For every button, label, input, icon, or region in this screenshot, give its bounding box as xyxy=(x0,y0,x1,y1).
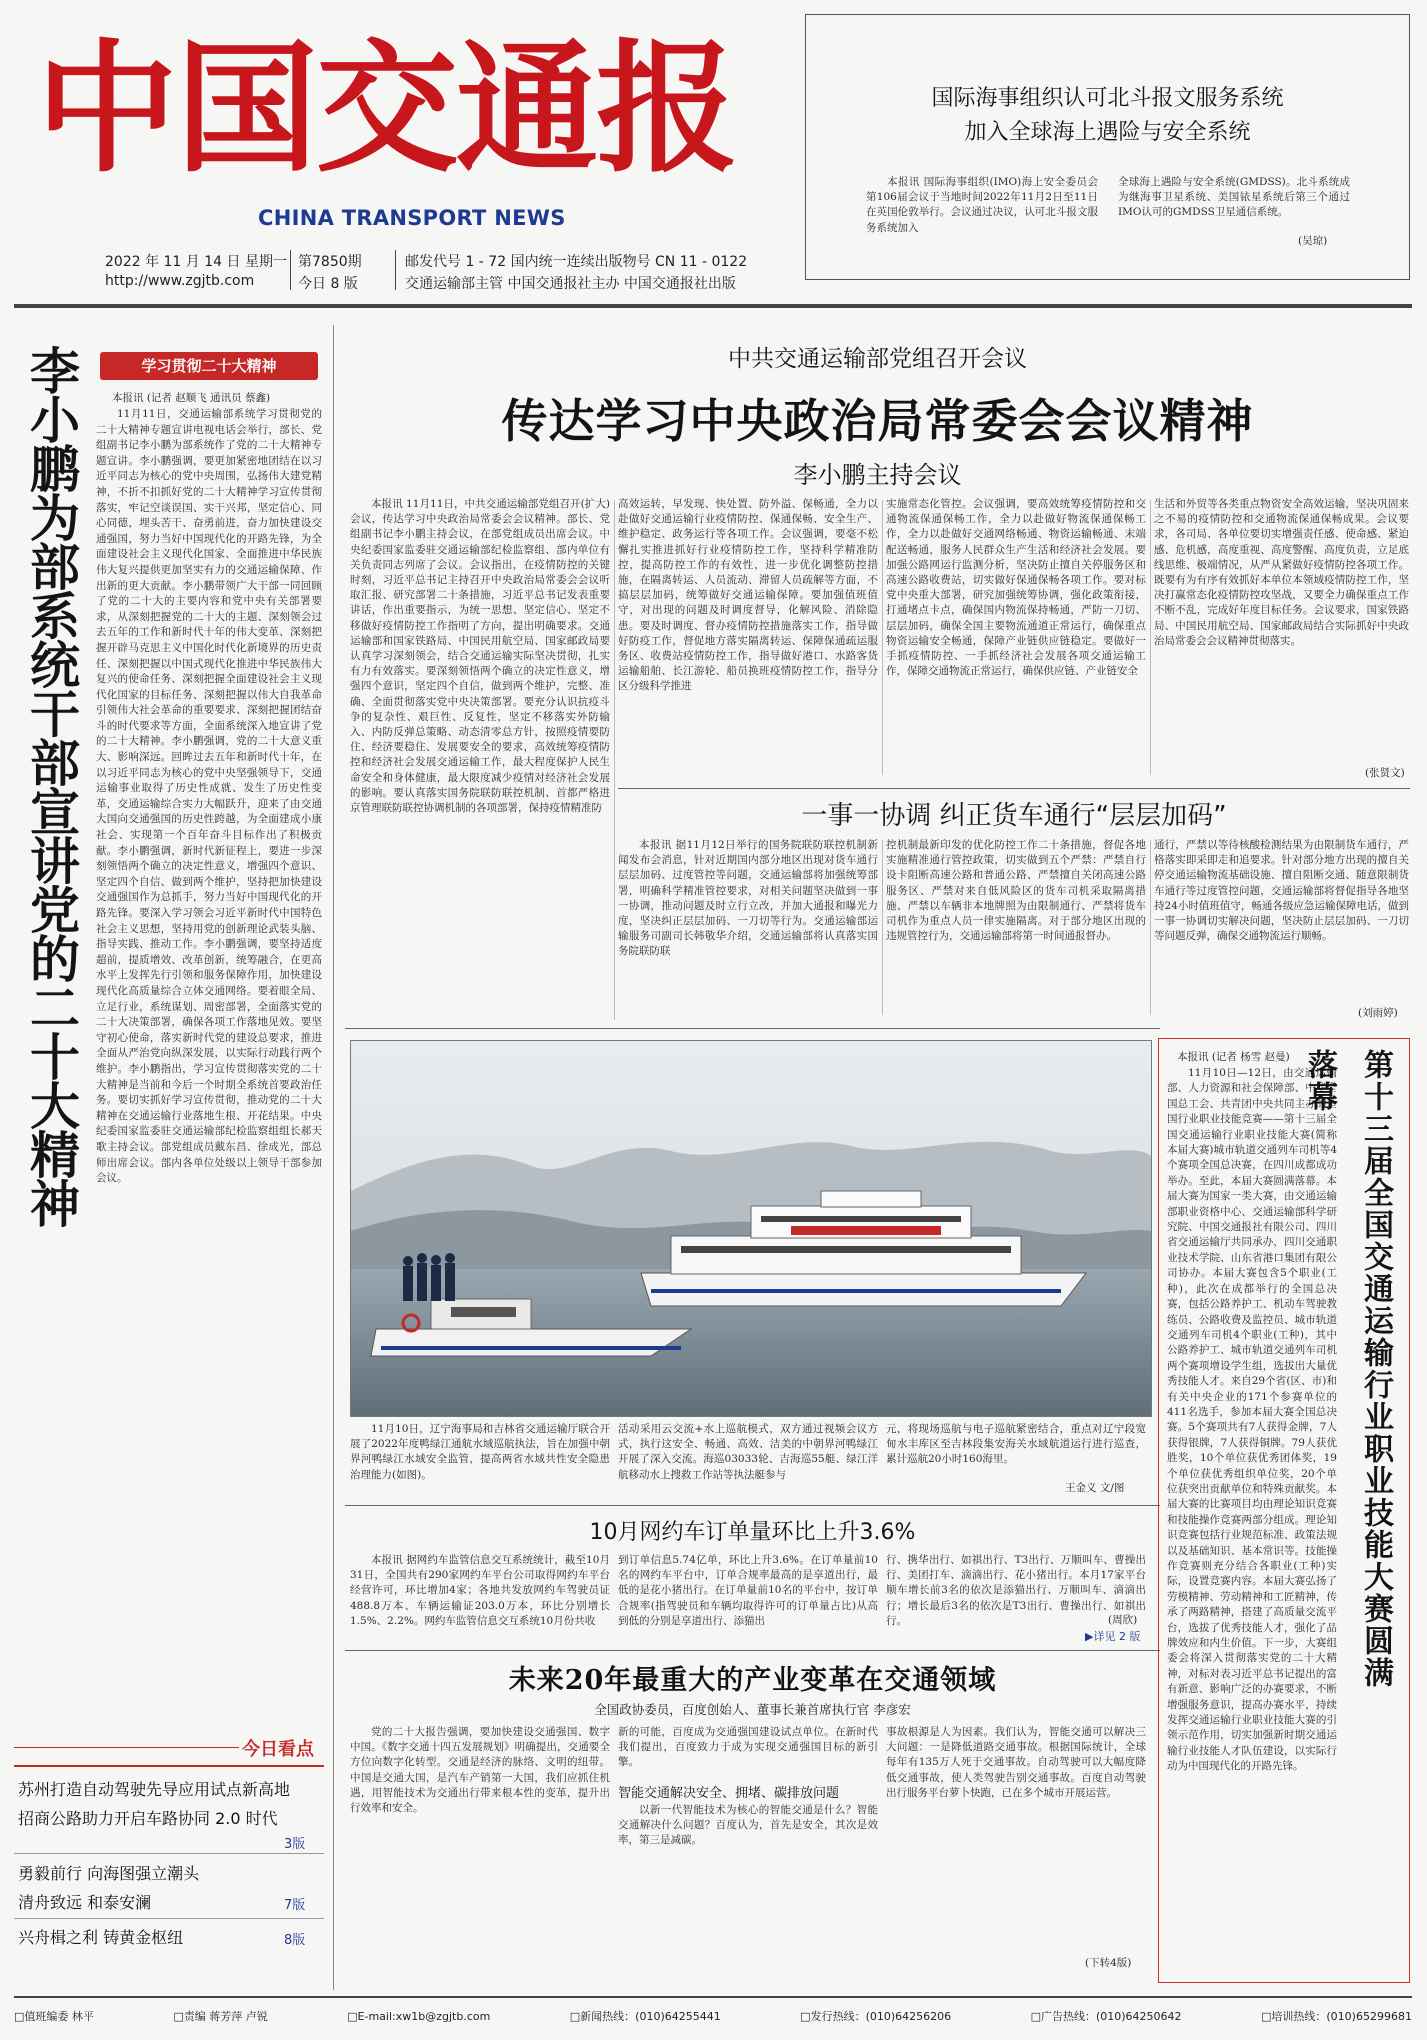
top-box-body-left: 本报讯 国际海事组织(IMO)海上安全委员会第106届会议于当地时间2022年11月2日至11日在英国伦敦举行。会议通过决议，认可北斗报文服务系统加入 xyxy=(866,176,1098,234)
left-byline: 本报讯 (记者 赵顺飞 通讯员 蔡鑫) xyxy=(112,392,271,404)
footer-bar xyxy=(14,2004,1412,2028)
commentary-subheading: 智能交通解决安全、拥堵、碳排放问题 xyxy=(618,1786,840,1801)
ridehailing-col-2: 到订单信息5.74亿单，环比上升3.6%。在订单量前10名的网约车平台中，订单合规率最高的是享道出行，最低的是花小猪出行。在订单量前10名的平台中，按订单合规率(指驾驶员和车辆均取得许可的订单量占比)从高到低的分别是享道出行、添猫出 xyxy=(618,1554,878,1627)
highlight-item-5[interactable]: 兴舟楫之利 铸黄金枢纽 xyxy=(18,1928,184,1947)
second-col-rule-1 xyxy=(882,840,883,1015)
lead-col-rule-1 xyxy=(614,500,615,1020)
lead-col-rule-3 xyxy=(1150,500,1151,775)
masthead-rule xyxy=(14,304,1412,308)
masthead-subtitle: CHINA TRANSPORT NEWS xyxy=(258,206,566,230)
highlights-title-rule xyxy=(14,1747,239,1748)
news-photo xyxy=(350,1040,1152,1417)
photo-caption-col-2: 活动采用云交流+水上巡航模式，双方通过视频会议方式，执行这安全、畅通、高效、洁美的中朝界河鸭绿江开展了深入交流。海巡03033轮、吉海巡55艇、绿江洋航移动水上搜救工作站等执法艇参与 xyxy=(618,1423,878,1481)
publisher-info: 交通运输部主管 中国交通报社主办 中国交通报社出版 xyxy=(405,276,736,292)
right-byline: 本报讯 (记者 杨雪 赵曼) xyxy=(1177,1051,1290,1063)
commentary-col-1: 党的二十大报告强调，要加快建设交通强国、数字中国。《数字交通十四五发展规划》明确提出，交通要全方位向数字化转型。交通是经济的脉络、文明的纽带。中国是交通大国，是汽车产销第一大国，我们应抓住机遇，用智能技术为交通出行带来根本性的变革，提升出行效率和安全。 xyxy=(350,1726,610,1815)
left-col-divider xyxy=(333,325,334,1990)
top-box-body-right: 全球海上遇险与安全系统(GMDSS)。北斗系统成为继海事卫星系统、美国铱星系统后第三个通过IMO认可的GMDSS卫星通信系统。 xyxy=(1118,176,1350,219)
top-news-box xyxy=(805,14,1410,280)
footer-editors: □责编 蒋芳萍 卢锐 xyxy=(173,2010,268,2023)
highlights-title-bar xyxy=(14,1765,324,1767)
top-box-headline-2: 加入全球海上遇险与安全系统 xyxy=(964,120,1251,145)
ridehailing-author: (周欣) xyxy=(1108,1614,1138,1626)
top-box-author: (吴琼) xyxy=(1298,235,1328,247)
lead-kicker: 中共交通运输部党组召开会议 xyxy=(728,346,1027,372)
commentary-continued: (下转4版) xyxy=(1085,1957,1132,1969)
highlight-item-2[interactable]: 招商公路助力开启车路协同 2.0 时代 xyxy=(18,1809,278,1828)
masthead-divider-1 xyxy=(290,250,291,290)
lead-col-4: 生活和外贸等各类重点物资安全高效运输，坚决巩固来之不易的疫情防控和交通物流保通保畅成果。会议要求，各司局、各单位要切实增强责任感、使命感、紧迫感、危机感，高度重视、高度警醒、高度负责，立足底线思维、极端情况，从严从紧做好疫情防控各项工作。既要有为有序有效抓好本单位本领域疫情防控工作，坚决打赢常态化疫情防控攻坚战，又要全力确保重点工作不断不乱，完成好年度目标任务。会议要求，国家铁路局、中国民用航空局、国家邮政局结合实际抓好中央政治局常委会会议精神贯彻落实。 xyxy=(1154,498,1409,647)
lead-col-1: 本报讯 11月11日，中共交通运输部党组召开(扩大)会议，传达学习中央政治局常委会会议精神。部长、党组副书记李小鹏主持会议，在部党组成员出席会议。中央纪委国家监委驻交通运输部纪检监察组、部内单位有关负责同志列席了会议。会议指出，在疫情防控的关键时刻，习近平总书记主持召开中央政治局常委会会议听取汇报、研究部署二十条措施，习近平总书记发表重要讲话，作出重要指示，为统一思想、坚定信心、坚定不移做好疫情防控工作指明了方向，提出明确要求。交通运输部和国家铁路局、中国民用航空局、国家邮政局要认真学习深刻领会，结合交通运输实际坚决贯彻，扎实有力有效落实。要深刻领悟两个确立的决定性意义，增强四个意识，坚定四个自信，做到两个维护，完整、准确、全面贯彻落实党中央决策部署。要充分认识抗疫斗争的复杂性、艰巨性、反复性，坚定不移落实外防输入、内防反弹总策略、动态清零总方针，按照疫情要防住、经济要稳住、发展要安全的要求，高效统筹疫情防控和经济社会发展交通运输工作，最大程度保护人民生命安全和身体健康，最大限度减少疫情对经济社会发展的影响。要认真落实国务院联防联控机制、首都严格进京管理联防联控协调机制的各项部署，保持疫情精准防 xyxy=(350,498,610,815)
right-article-body: 11月10日—12日，由交通运输部、人力资源和社会保障部、中华全国总工会、共青团中央共同主办的全国行业职业技能竞赛——第十三届全国交通运输行业职业技能大赛(简称本届大赛)城市轨道交通列车司机等4个赛项全国总决赛，在四川成都成功举办。至此，本届大赛圆满落幕。本届大赛为国家一类大赛，由交通运输部职业资格中心、交通运输部科学研究院、中国交通报社有限公司、四川省交通运输厅共同承办，四川交通职业技术学院、山东省港口集团有限公司协办。本届大赛包含5个职业(工种)，此次在成都举行的全国总决赛，包括公路养护工、机动车驾驶教练员、公路收费及监控员、城市轨道交通列车司机4个职业(工种)，其中公路养护工、城市轨道交通列车司机两个赛项增设学生组，选拔出大量优秀技能人才。来自29个省(区、市)和有关中央企业的171个参赛单位的411名选手，参加本届大赛全国总决赛。5个赛项共有7人获得金牌，7人获得银牌，7人获得铜牌。79人获优胜奖，10个单位获优秀团体奖，19个单位获优秀组织单位奖，20个单位获突出贡献单位和特殊贡献奖。本届大赛的比赛项目均由理论知识竞赛和技能操作竞赛两部分组成。理论知识竞赛包括行业规范标准、政策法规以及基础知识、基本常识等。技能操作竞赛则充分结合各职业(工种)实际，设置竞赛内容。本届大赛弘扬了劳模精神、劳动精神和工匠精神，传承了两路精神，搭建了高质量交流平台，选拔了优秀技能人才，强化了品牌效应和内生价值。下一步，大赛组委会将深入贯彻落实党的二十大精神，对标对表习近平总书记提出的富有新意、影响广泛的办赛要求，不断增强服务意识，提高办赛水平，持续发挥交通运输行业职业技能大赛的引领示范作用，切实加强新时期交通运输行业技能人才队伍建设，以实际行动为中国现代化的开路先锋。 xyxy=(1167,1067,1337,1773)
website-url[interactable]: http://www.zgjtb.com xyxy=(105,273,255,289)
commentary-author: 全国政协委员，百度创始人、董事长兼首席执行官 李彦宏 xyxy=(594,1702,911,1717)
commentary-headline: 未来20年最重大的产业变革在交通领域 xyxy=(508,1665,997,1696)
lead-col-2: 高效运转，早发现、快处置、防外溢、保畅通，全力以赴做好交通运输行业疫情防控、保通保畅、安全生产、维护稳定、政务运行等各项工作。会议强调，要毫不松懈扎实推进抓好行业疫情防控工作，坚持科学精准防控，提高防控工作的有效性，进一步优化调整防控措施，在隔离转运、人员流动、滞留人员疏解等方面，不搞层层加码，统筹做好交通运输保障。要加强值班值守，对出现的问题及时调度督导，化解风险、消除隐患。要及时调度、督办疫情防控措施落实工作，指导做好防疫工作，督促地方落实隔离转运、保障保通疏运服务区、收费站疫情防控工作，指导做好港口、水路客货运输船舶、长江游轮、船员换班疫情防控工作，指导分区分级科学推进 xyxy=(618,498,878,693)
highlights-title: 今日看点 xyxy=(242,1739,314,1760)
photo-bottom-rule xyxy=(345,1505,1160,1506)
masthead-divider-2 xyxy=(395,250,396,290)
left-vertical-headline: 李小鹏为部系统干部宣讲党的二十大精神 xyxy=(22,345,80,1227)
ridehailing-more-link[interactable]: ▶详见 2 版 xyxy=(1085,1630,1141,1643)
right-vertical-headline: 第十三届全国交通运输行业职业技能大赛圆满落幕 xyxy=(1302,1049,1393,1689)
ridehailing-bottom-rule xyxy=(345,1650,1160,1651)
highlight-item-4[interactable]: 清舟致远 和泰安澜 xyxy=(18,1893,152,1912)
second-col-2: 控机制最新印发的优化防控工作二十条措施，督促各地实施精准通行管控政策，切实做到五个严禁：严禁自行设卡阻断高速公路和普通公路、严禁擅自关闭高速公路服务区、严禁对来自低风险区的货车司机采取隔离措施、严禁以车辆非本地牌照为由限制通行、严禁将货车司机作为重点人员一律实施隔离。对于部分地区出现的违规管控行为，交通运输部将第一时间通报督办。 xyxy=(886,839,1146,943)
second-col-rule-2 xyxy=(1150,840,1151,1015)
footer-duty-editor: □值班编委 林平 xyxy=(14,2010,94,2023)
river-patrol-photo xyxy=(351,1041,1151,1416)
highlight-page-3[interactable]: 3版 xyxy=(284,1837,306,1852)
commentary-col-2-body: 以新一代智能技术为核心的智能交通是什么？智能交通解决什么问题？百度认为，首先是安全，其次是效率，第三是减碳。 xyxy=(618,1804,878,1847)
top-box-headline-1: 国际海事组织认可北斗报文服务系统 xyxy=(931,86,1284,111)
page-count: 今日 8 版 xyxy=(298,276,358,292)
footer-ad-hotline: □广告热线：(010)64250642 xyxy=(1030,2010,1182,2023)
second-headline: 一事一协调 纠正货车通行“层层加码” xyxy=(801,801,1227,831)
lead-headline: 传达学习中央政治局常委会会议精神 xyxy=(501,394,1254,448)
photo-caption-col-1: 11月10日，辽宁海事局和吉林省交通运输厅联合开展了2022年度鸭绿江通航水域巡航执法，旨在加强中朝界河鸭绿江水域安全监管，提高两省水域共性安全隐患治理能力(如图)。 xyxy=(350,1423,610,1481)
footer-news-hotline: □新闻热线：(010)64255441 xyxy=(569,2010,721,2023)
second-col-3: 通行，严禁以等待核酸检测结果为由限制货车通行，严格落实即采即走和追要求。针对部分地方出现的擅自关停交通运输物流基础设施、擅自阻断交通、随意限制货车通行等过度管控问题，交通运输部将督促指导各地坚持24小时值班值守，畅通各级应急运输保障电话，做到一事一协调切实解决问题，坚决防止层层加码、一刀切等问题反弹，确保交通物流运行顺畅。 xyxy=(1154,839,1409,943)
masthead-title: 中国交通报 xyxy=(36,26,736,192)
highlight-item-1[interactable]: 苏州打造自动驾驶先导应用试点新高地 xyxy=(18,1780,291,1799)
footer-email[interactable]: □E-mail:xw1b@zgjtb.com xyxy=(347,2009,491,2023)
study-tag-label: 学习贯彻二十大精神 xyxy=(141,357,277,375)
highlight-item-3[interactable]: 勇毅前行 向海图强立潮头 xyxy=(18,1864,200,1883)
lead-section-bottom-rule xyxy=(345,1028,1160,1029)
issue-date: 2022 年 11 月 14 日 星期一 xyxy=(105,254,287,270)
highlights-separator-2 xyxy=(14,1918,324,1919)
issue-number: 第7850期 xyxy=(298,254,362,270)
ridehailing-col-1: 本报讯 据网约车监管信息交互系统统计，截至10月31日，全国共有290家网约车平台公司取得网约车平台经营许可，环比增加4家；各地共发放网约车驾驶员证488.8万本、车辆运输证203.0万本，环比分别增长1.5%、2.2%。网约车监管信息交互系统10月份共收 xyxy=(350,1554,610,1627)
commentary-col-2-intro: 新的可能，百度成为交通强国建设试点单位。在新时代我们提出，百度致力于成为实现交通强国目标的新引擎。 xyxy=(618,1726,878,1769)
highlight-page-7[interactable]: 7版 xyxy=(284,1898,306,1913)
today-highlights xyxy=(14,1735,324,1980)
footer-rule xyxy=(14,1996,1412,1998)
footer-training-hotline: □培训热线：(010)65299681 xyxy=(1260,2010,1412,2023)
highlights-separator-1 xyxy=(14,1853,324,1854)
postal-info: 邮发代号 1 - 72 国内统一连续出版物号 CN 11 - 0122 xyxy=(405,254,748,270)
right-feature-box xyxy=(1158,1038,1410,1983)
commentary-col-3: 事故根源是人为因素。我们认为，智能交通可以解决三大问题：一是降低道路交通事故。根据国际统计，全球每年有135万人死于交通事故。自动驾驶可以大幅度降低交通事故，使人类驾驶告别交通事故。百度自动驾驶出行服务平台萝卜快跑，已在多个城市开展运营。 xyxy=(886,1726,1146,1799)
photo-author: 王金义 文/图 xyxy=(1065,1482,1125,1494)
lead-col-3: 实施常态化管控。会议强调，要高效统筹疫情防控和交通物流保通保畅工作，全力以赴做好物流保通保畅工作，全力以赴做好交通网络畅通、物资运输畅通、末端配送畅通，服务人民群众生产生活和经济社会发展。要加强公路网运行监测分析，坚决防止擅自关停服务区和高速公路收费站，切实做好保通保畅各项工作。要对标党中央重大部署，研究加强统筹协调，强化政策衔接，打通堵点卡点，确保国内物流保持畅通，严防一刀切、层层加码，确保全国主要物流通道正常运行，确保重点物资运输安全畅通，保障产业链供应链稳定。要做好一手抓疫情防控、一手抓经济社会发展各项交通运输工作，保障交通物流正常运行，确保供应链、产业链安全 xyxy=(886,498,1146,678)
ridehailing-headline: 10月网约车订单量环比上升3.6% xyxy=(589,1520,916,1545)
photo-caption-col-3: 元，将现场巡航与电子巡航紧密结合，重点对辽宁段宽甸水丰库区至吉林段集安海关水域航道运行进行巡查，累计巡航20小时160海里。 xyxy=(886,1423,1146,1466)
lead-author: (张贤文) xyxy=(1365,767,1405,779)
second-col-1: 本报讯 据11月12日举行的国务院联防联控机制新闻发布会消息，针对近期国内部分地区出现对货车通行层层加码、过度管控等问题，交通运输部将加强统筹部署，明确科学精准管控要求，对相关问题坚决做到一事一协调，推动问题及时立行立改，并加大通报和曝光力度，坚决纠正层层加码、一刀切等行为。交通运输部运输服务司副司长韩敬华介绍，交通运输部将认真落实国务院联防联 xyxy=(618,839,878,958)
lead-col-rule-2 xyxy=(882,500,883,775)
second-author: (刘雨婷) xyxy=(1358,1007,1398,1019)
lead-subhead: 李小鹏主持会议 xyxy=(793,461,962,489)
lead-bottom-rule xyxy=(618,788,1410,789)
left-article-body: 11月11日，交通运输部系统学习贯彻党的二十大精神专题宣讲电视电话会举行，部长、党组副书记李小鹏为部系统作了党的二十大精神专题宣讲。李小鹏强调，要更加紧密地团结在以习近平同志为核心的党中央周围，弘扬伟大建党精神，不折不扣抓好党的二十大精神学习宣传贯彻落实，牢记空谈误国、实干兴邦，坚定信心、同心同德，埋头苦干、奋勇前进，奋力加快建设交通强国，努力当好中国现代化的开路先锋，为全面建设社会主义现代化国家、全面推进中华民族伟大复兴提供更加坚实有力的交通运输保障、作出新的更大贡献。李小鹏带领广大干部一同回顾了党的二十大的主要内容和党中央有关部署要求，从深刻把握党的二十大的主题、深刻领会过去五年的工作和新时代十年的伟大变革、深刻把握开辟马克思主义中国化时代化新境界的历史责任、深刻把握以中国式现代化推进中华民族伟大复兴的使命任务、深刻把握全面建设社会主义现代化国家的目标任务、深刻把握以伟大自我革命引领伟大社会革命的重要要求、深刻把握团结奋斗的时代要求等方面，全面系统深入地宣讲了党的二十大精神。李小鹏强调，党的二十大意义重大、影响深远。回眸过去五年和新时代十年，在以习近平同志为核心的党中央坚强领导下，交通运输事业取得了历史性成就、发生了历史性变革，交通运输综合实力大幅跃升，迎来了由交通大国向交通强国的历史性跨越，为全面建成小康社会、实现第一个百年奋斗目标作出了积极贡献。李小鹏强调，新时代新征程上，要进一步深刻领悟两个确立的决定性意义，增强四个意识、坚定四个自信、做到两个维护，坚持把加快建设交通强国作为总抓手，努力当好中国现代化的开路先锋。要深入学习领会习近平新时代中国特色社会主义思想，坚持用党的创新理论武装头脑、指导实践、推动工作。李小鹏强调，要坚持适度超前，提质增效、改革创新，统筹融合，在更高水平上发挥先行引领和服务保障作用，加快建设现代化高质量综合立体交通网络。要着眼全局、立足行业，系统谋划、周密部署，全面落实党的二十大决策部署，确保各项工作落地见效。要坚守初心使命，落实新时代党的建设总要求，推进全面从严治党向纵深发展，以实际行动践行两个维护。李小鹏指出，学习宣传贯彻落实党的二十大精神是当前和今后一个时期全系统首要政治任务。要切实抓好学习宣传贯彻，推动党的二十大精神在交通运输行业落地生根、开花结果。中央纪委国家监委驻交通运输部纪检监察组组长郝天歌主持会议。部党组成员戴东昌、徐成光，部总师出席会议。部内各单位处级以上领导干部参加会议。 xyxy=(96,408,322,1185)
highlight-page-8[interactable]: 8版 xyxy=(284,1933,306,1948)
study-tag xyxy=(100,352,318,380)
footer-distribution-hotline: □发行热线：(010)64256206 xyxy=(800,2010,952,2023)
ridehailing-col-3: 行、携华出行、如祺出行、T3出行、万顺叫车、曹操出行、美团打车、滴滴出行、花小猪出行。本月17家平台顺车增长前3名的依次是添猫出行、万顺叫车、滴滴出行；增长最后3名的依次是T3出行、曹操出行、如祺出行。 xyxy=(886,1554,1146,1627)
